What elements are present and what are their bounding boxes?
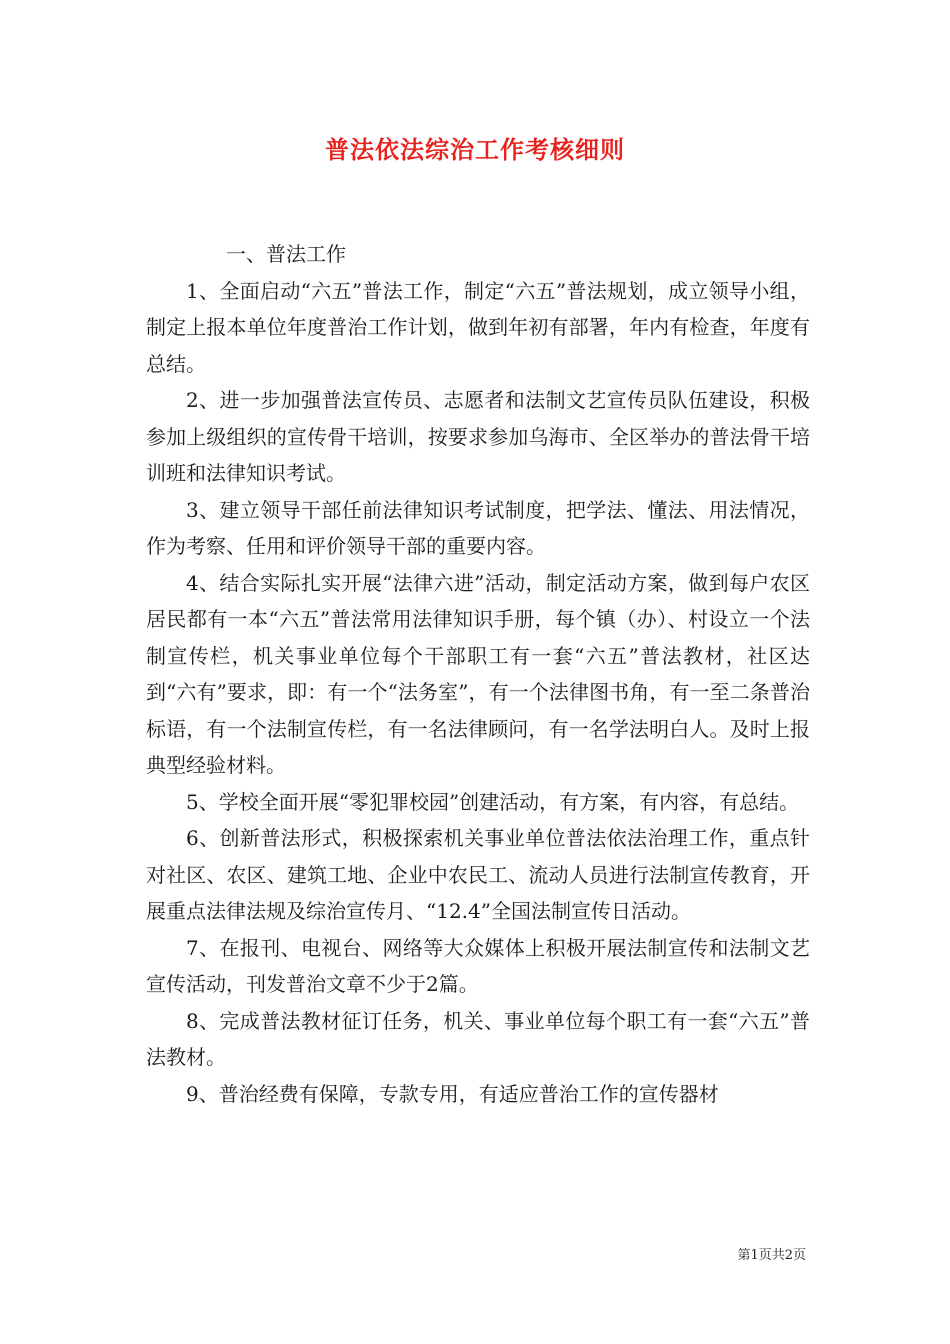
paragraph-item-8: 8、完成普法教材征订任务，机关、事业单位每个职工有一套“六五”普法教材。 <box>146 1008 810 1069</box>
paragraph-item-3: 3、建立领导干部任前法律知识考试制度，把学法、懂法、用法情况，作为考察、任用和评价领导干部的重要内容。 <box>146 497 810 558</box>
paragraph-item-9: 9、普治经费有保障，专款专用，有适应普治工作的宣传器材 <box>186 1081 719 1106</box>
document-body <box>146 236 810 1112</box>
paragraph-item-5: 5、学校全面开展“零犯罪校园”创建活动，有方案，有内容，有总结。 <box>186 789 800 814</box>
paragraph-item-2: 2、进一步加强普法宣传员、志愿者和法制文艺宣传员队伍建设，积极参加上级组织的宣传骨干培训，按要求参加乌海市、全区举办的普法骨干培训班和法律知识考试。 <box>146 388 810 485</box>
document-title: 普法依法综治工作考核细则 <box>325 135 625 164</box>
paragraph-item-6: 6、创新普法形式，积极探索机关事业单位普法依法治理工作，重点针对社区、农区、建筑工地、企业中农民工、流动人员进行法制宣传教育，开展重点法律法规及综治宣传月、“12.4”全国法制宣传日活动。 <box>146 826 810 923</box>
paragraph-item-1: 1、全面启动“六五”普法工作，制定“六五”普法规划，成立领导小组，制定上报本单位年度普治工作计划，做到年初有部署，年内有检查，年度有总结。 <box>146 278 810 376</box>
page-number-footer: 第1页共2页 <box>737 1248 806 1263</box>
paragraph-item-4: 4、结合实际扎实开展“法律六进”活动，制定活动方案，做到每户农区居民都有一本“六五”普法常用法律知识手册，每个镇（办）、村设立一个法制宣传栏，机关事业单位每个干部职工有一套“六五”普法教材，社区达到“六有”要求，即：有一个“法务室”，有一个法律图书角，有一至二条普治标语，有一个法制宣传栏，有一名法律顾问，有一名学法明白人。及时上报典型经验材料。 <box>146 570 810 777</box>
paragraph-item-7: 7、在报刊、电视台、网络等大众媒体上积极开展法制宣传和法制文艺宣传活动，刊发普治文章不少于2篇。 <box>146 935 810 996</box>
section-heading: 一、普法工作 <box>226 242 346 266</box>
